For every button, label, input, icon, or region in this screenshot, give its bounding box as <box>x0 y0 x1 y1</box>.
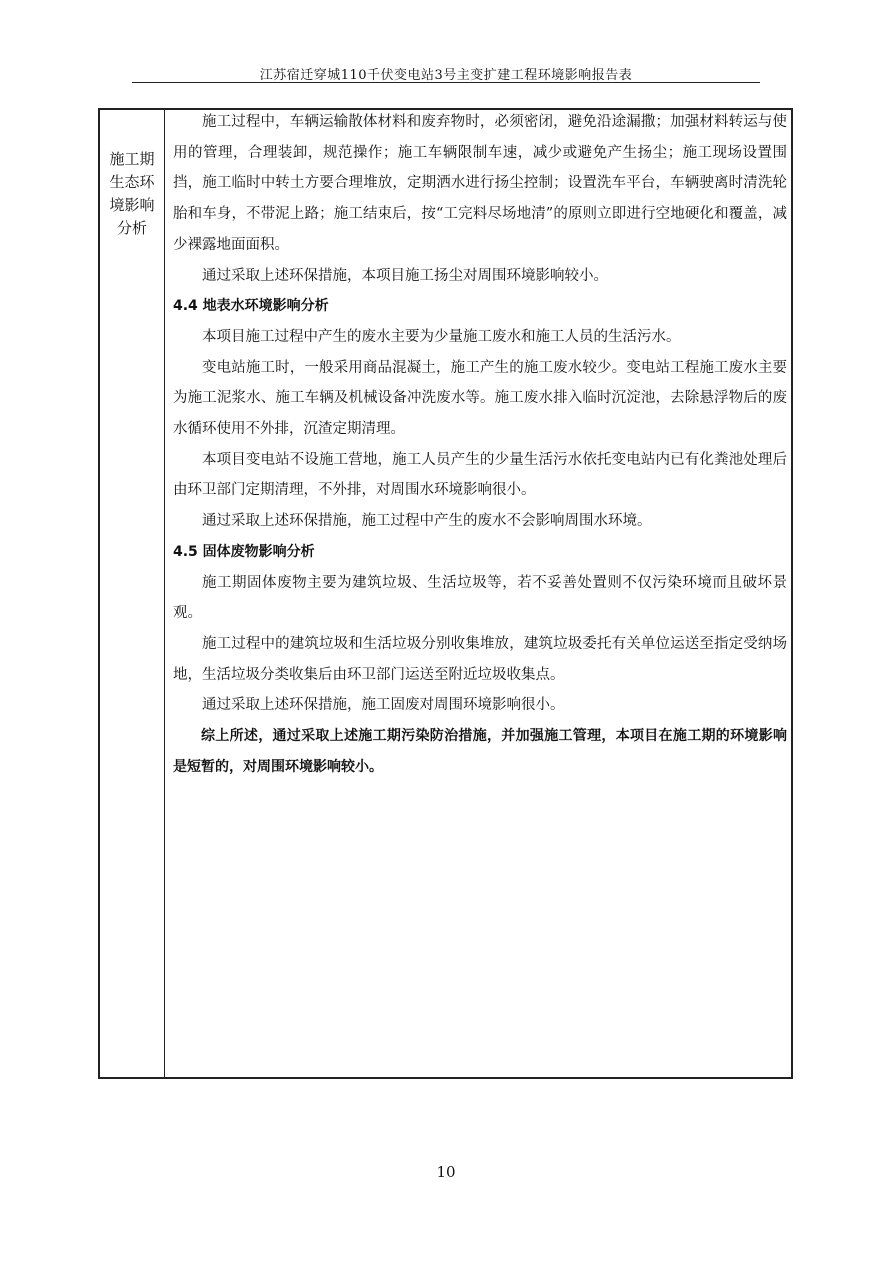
paragraph: 本项目变电站不设施工营地，施工人员产生的少量生活污水依托变电站内已有化粪池处理后由环卫部门定期清理，不外排，对周围水环境影响很小。 <box>173 451 787 499</box>
page-number: 10 <box>436 1163 456 1181</box>
paragraph: 通过采取上述环保措施，本项目施工扬尘对周围环境影响较小。 <box>202 267 608 284</box>
paragraph: 通过采取上述环保措施，施工固废对周围环境影响很小。 <box>202 697 565 714</box>
paragraph: 施工过程中的建筑垃圾和生活垃圾分别收集堆放，建筑垃圾委托有关单位运送至指定受纳场地，生活垃圾分类收集后由环卫部门运送至附近垃圾收集点。 <box>173 635 787 683</box>
section-heading-4-5: 4.5 固体废物影响分析 <box>173 543 315 560</box>
section-heading-4-4: 4.4 地表水环境影响分析 <box>173 298 329 315</box>
column-divider <box>164 108 165 1079</box>
paragraph: 变电站施工时，一般采用商品混凝土，施工产生的施工废水较少。变电站工程施工废水主要为施工泥浆水、施工车辆及机械设备冲洗废水等。施工废水排入临时沉淀池，去除悬浮物后的废水循环使用不外排，沉渣定期清理。 <box>173 359 787 438</box>
paragraph: 本项目施工过程中产生的废水主要为少量施工废水和施工人员的生活污水。 <box>202 328 681 345</box>
row-label: 施工期生态环境影响分析 <box>109 150 155 237</box>
header-rule <box>132 82 760 83</box>
paragraph: 通过采取上述环保措施，施工过程中产生的废水不会影响周围水环境。 <box>202 513 652 530</box>
document-header-title: 江苏宿迁穿城110千伏变电站3号主变扩建工程环境影响报告表 <box>259 68 633 83</box>
paragraph: 施工期固体废物主要为建筑垃圾、生活垃圾等，若不妥善处置则不仅污染环境而且破坏景观。 <box>173 574 787 622</box>
main-content <box>173 107 787 782</box>
summary-paragraph: 综上所述，通过采取上述施工期污染防治措施，并加强施工管理，本项目在施工期的环境影响是短暂的，对周围环境影响较小。 <box>173 728 787 775</box>
paragraph: 施工过程中，车辆运输散体材料和废弃物时，必须密闭，避免沿途漏撒；加强材料转运与使用的管理，合理装卸，规范操作；施工车辆限制车速，减少或避免产生扬尘；施工现场设置围挡，施工临时中转土方要合理堆放，定期洒水进行扬尘控制；设置洗车平台，车辆驶离时清洗轮胎和车身，不带泥上路；施工结束后，按“工完料尽场地清”的原则立即进行空地硬化和覆盖，减少裸露地面面积。 <box>173 114 787 253</box>
